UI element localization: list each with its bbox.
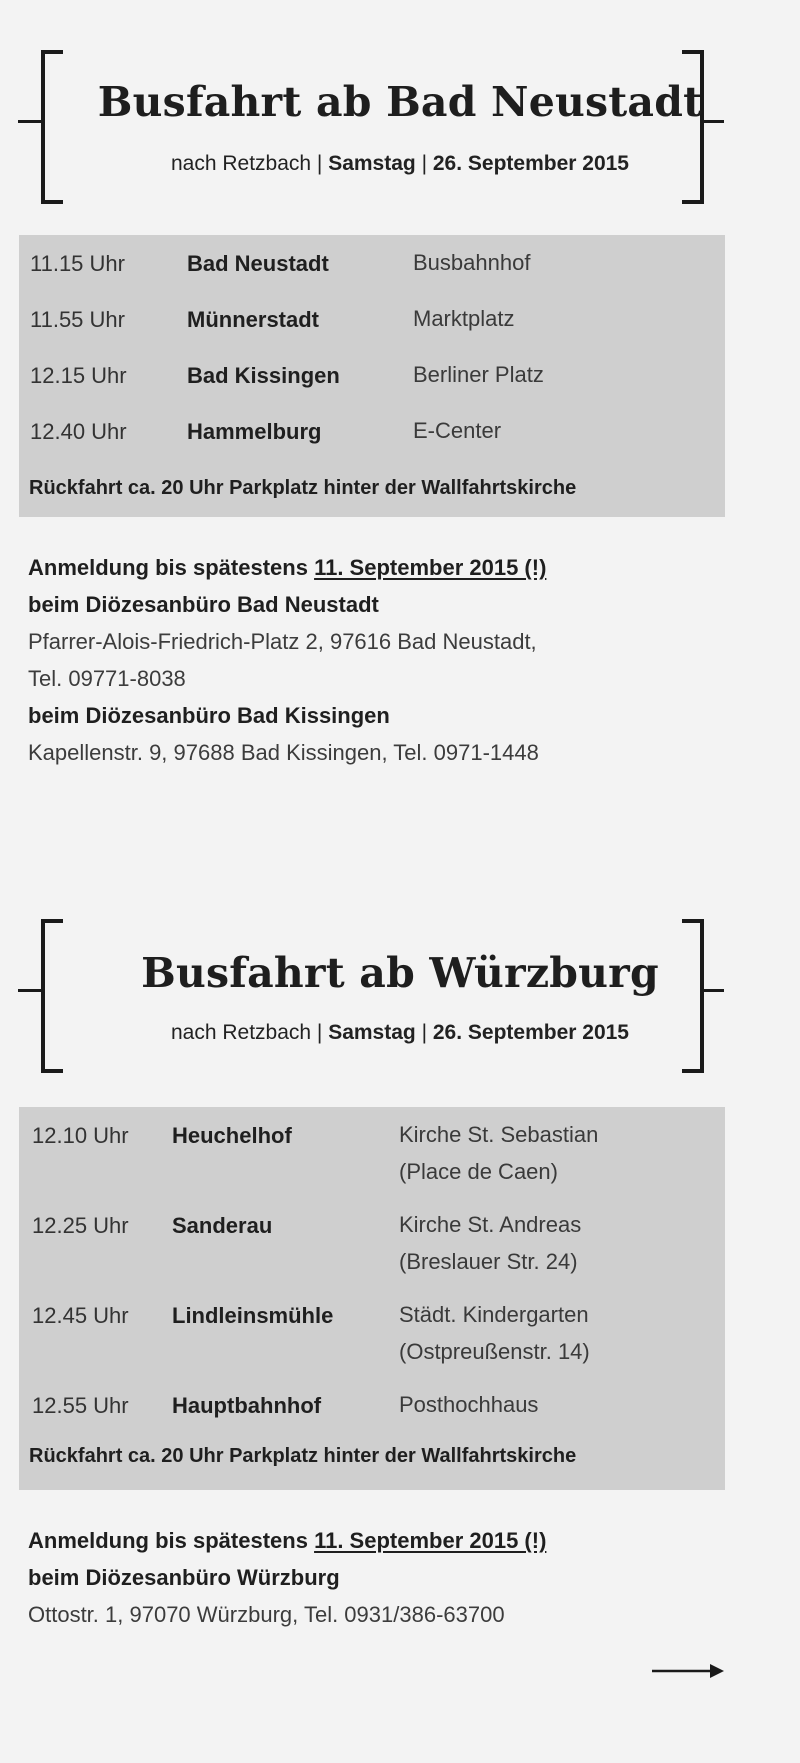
return-note: Rückfahrt ca. 20 Uhr Parkplatz hinter der Wallfahrtskirche <box>29 477 577 499</box>
location-detail: (Ostpreußenstr. 14) <box>399 1339 590 1364</box>
departure-time: 12.45 Uhr <box>32 1303 129 1328</box>
section-title: Busfahrt ab Würzburg <box>141 949 659 997</box>
registration-wuerzburg <box>28 1522 546 1633</box>
header-bad-neustadt <box>0 50 800 200</box>
subtitle-date: 26. September 2015 <box>432 1021 629 1044</box>
departure-location: Berliner Platz <box>413 362 544 387</box>
departure-time: 11.55 Uhr <box>30 307 125 332</box>
departure-location <box>399 1206 581 1280</box>
registration-bad-neustadt <box>28 549 546 771</box>
registration-address: Ottostr. 1, 97070 Würzburg, Tel. 0931/386-63700 <box>28 1602 505 1627</box>
departure-location: E-Center <box>413 418 502 443</box>
section-subtitle <box>0 152 800 176</box>
registration-phone: Tel. 09771-8038 <box>28 666 186 691</box>
departure-town: Bad Neustadt <box>187 251 329 276</box>
schedule-table-bad-neustadt <box>19 235 725 517</box>
departure-location: Marktplatz <box>413 306 515 331</box>
subtitle-separator: | <box>415 1021 433 1044</box>
left-bracket-icon <box>41 50 63 204</box>
subtitle-destination: nach Retzbach | <box>170 152 329 175</box>
subtitle-destination: nach Retzbach | <box>170 1021 329 1044</box>
registration-address: Kapellenstr. 9, 97688 Bad Kissingen, Tel. 0971-1448 <box>28 740 539 765</box>
departure-time: 12.40 Uhr <box>30 419 127 444</box>
registration-prefix: Anmeldung bis spätestens <box>28 555 315 580</box>
section-title: Busfahrt ab Bad Neustadt <box>97 78 703 126</box>
section-subtitle <box>0 1021 800 1045</box>
registration-address: Pfarrer-Alois-Friedrich-Platz 2, 97616 Bad Neustadt, <box>28 629 537 654</box>
registration-deadline: 11. September 2015 (!) <box>314 1528 547 1553</box>
registration-office: beim Diözesanbüro Bad Kissingen <box>28 703 390 728</box>
registration-office: beim Diözesanbüro Würzburg <box>28 1565 340 1590</box>
departure-town: Heuchelhof <box>172 1123 292 1148</box>
departure-town: Sanderau <box>172 1213 273 1238</box>
right-bracket-icon <box>682 50 704 204</box>
header-wuerzburg <box>0 919 800 1069</box>
departure-location <box>399 1116 598 1190</box>
return-note: Rückfahrt ca. 20 Uhr Parkplatz hinter der Wallfahrtskirche <box>29 1445 577 1467</box>
departure-time: 12.55 Uhr <box>32 1393 129 1418</box>
departure-town: Hauptbahnhof <box>172 1393 322 1418</box>
registration-office: beim Diözesanbüro Bad Neustadt <box>28 592 379 617</box>
subtitle-separator: | <box>415 152 433 175</box>
location-name: Städt. Kindergarten <box>399 1302 589 1327</box>
registration-deadline-line <box>28 1522 546 1559</box>
registration-deadline: 11. September 2015 (!) <box>314 555 547 580</box>
location-detail: (Place de Caen) <box>399 1159 558 1184</box>
departure-location: Busbahnhof <box>413 250 531 275</box>
registration-deadline-line <box>28 549 546 586</box>
departure-location: Posthochhaus <box>399 1392 539 1417</box>
location-name: Kirche St. Sebastian <box>399 1122 599 1147</box>
departure-town: Münnerstadt <box>187 307 319 332</box>
schedule-table-wuerzburg <box>19 1107 725 1490</box>
departure-time: 12.15 Uhr <box>30 363 127 388</box>
subtitle-date: 26. September 2015 <box>432 152 629 175</box>
departure-time: 12.25 Uhr <box>32 1213 129 1238</box>
subtitle-day: Samstag <box>328 1021 416 1044</box>
registration-prefix: Anmeldung bis spätestens <box>28 1528 315 1553</box>
location-name: Kirche St. Andreas <box>399 1212 582 1237</box>
arrow-right-icon <box>652 1661 724 1681</box>
departure-town: Lindleinsmühle <box>172 1303 334 1328</box>
location-detail: (Breslauer Str. 24) <box>399 1249 578 1274</box>
subtitle-day: Samstag <box>328 152 416 175</box>
departure-town: Hammelburg <box>187 419 322 444</box>
departure-time: 12.10 Uhr <box>32 1123 129 1148</box>
departure-town: Bad Kissingen <box>187 363 340 388</box>
departure-location <box>399 1296 590 1370</box>
departure-time: 11.15 Uhr <box>30 251 125 276</box>
